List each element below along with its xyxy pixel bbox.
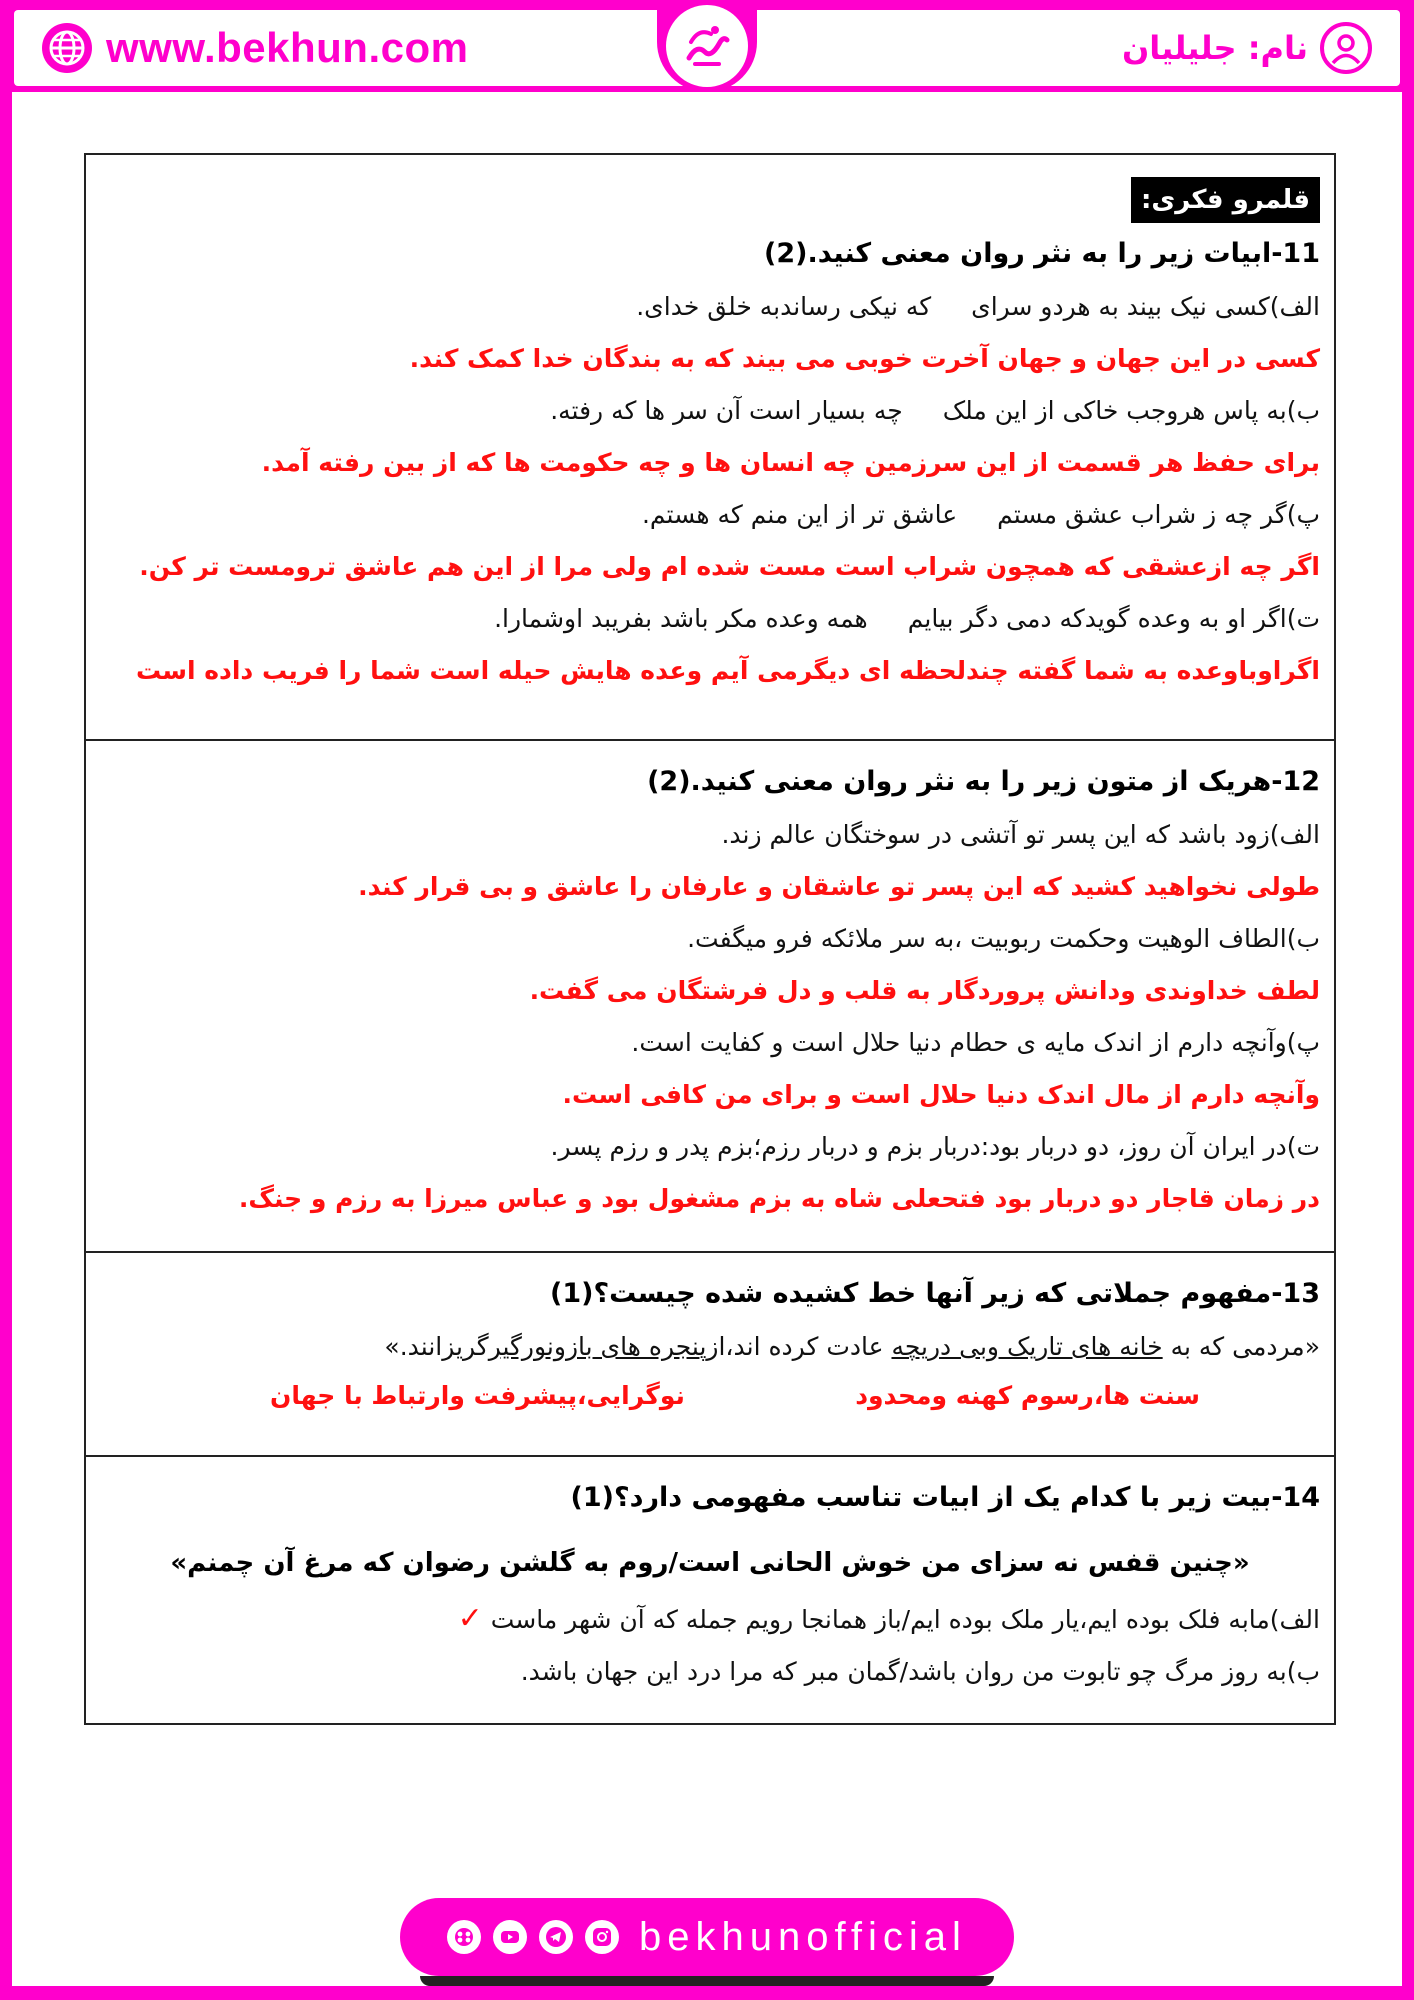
verse-part: ب)به پاس هروجب خاکی از این ملک <box>942 396 1320 425</box>
name-label: نام: جلیلیان <box>1121 29 1308 67</box>
bekhun-logo-icon <box>666 5 748 87</box>
verse-part: همه وعده مکر باشد بفریبد اوشمارا. <box>494 604 868 633</box>
sentence-line <box>100 1321 1320 1373</box>
option-a <box>100 1593 1320 1646</box>
answer-line: لطف خداوندی ودانش پروردگار به قلب و دل فرشتگان می گفت. <box>529 976 1320 1005</box>
student-name <box>1122 24 1372 72</box>
instagram-icon[interactable] <box>585 1920 619 1954</box>
verse-line <box>100 281 1320 333</box>
option-b: ب)به روز مرگ چو تابوت من روان باشد/گمان مبر که مرا درد این جهان باشد. <box>520 1657 1320 1686</box>
site-url: www.bekhun.com <box>106 24 469 71</box>
section-q11 <box>86 155 1334 741</box>
answer-line: طولی نخواهید کشید که این پسر تو عاشقان و عارفان را عاشق و بی قرار کند. <box>358 872 1320 901</box>
field-tag: قلمرو فکری: <box>1131 177 1320 223</box>
text-line: ت)در ایران آن روز، دو دربار بود:دربار بزم و دربار رزم؛بزم پدر و رزم پسر. <box>550 1132 1320 1161</box>
check-mark-icon: ✓ <box>457 1601 483 1636</box>
header-bar <box>0 0 1414 92</box>
telegram-icon[interactable] <box>539 1920 573 1954</box>
option-a-text: الف)مابه فلک بوده ایم،یار ملک بوده ایم/باز همانجا رویم جمله که آن شهر ماست <box>490 1605 1320 1634</box>
answer-line: در زمان قاجار دو دربار بود فتحعلی شاه به بزم مشغول بود و عباس میرزا به رزم و جنگ. <box>238 1184 1320 1213</box>
question-13: 13-مفهوم جملاتی که زیر آنها خط کشیده شده چیست؟(1) <box>550 1278 1320 1309</box>
verse-line <box>100 593 1320 645</box>
answer-line: کسی در این جهان و جهان آخرت خوبی می بیند که به بندگان خدا کمک کند. <box>409 344 1320 373</box>
text-line: ب)الطاف الوهیت وحکمت ربوبیت ،به سر ملائکه فرو میگفت. <box>687 924 1320 953</box>
verse-quote: «چنین قفس نه سزای من خوش الحانی است/روم به گلشن رضوان که مرغ آن چمنم» <box>170 1548 1250 1578</box>
answer-row <box>100 1373 1320 1419</box>
sentence-start: «مردمی که به <box>1162 1332 1320 1361</box>
sentence-end: گریزانند.» <box>384 1332 489 1361</box>
verse-part: ت)اگر او به وعده گویدکه دمی دگر بیایم <box>907 604 1320 633</box>
answer-line: برای حفظ هر قسمت از این سرزمین چه انسان ها و چه حکومت ها که از بین رفته آمد. <box>261 448 1320 477</box>
answer-line: اگر چه ازعشقی که همچون شراب است مست شده ام ولی مرا از این هم عاشق ترومست تر کن. <box>139 552 1320 581</box>
site-link[interactable] <box>42 24 468 72</box>
verse-part: پ)گر چه ز شراب عشق مستم <box>997 500 1320 529</box>
user-icon <box>1320 22 1372 74</box>
globe-icon <box>42 23 92 73</box>
question-11: 11-ابیات زیر را به نثر روان معنی کنید.(2) <box>763 238 1320 269</box>
answer-2: نوگرایی،پیشرفت وارتباط با جهان <box>270 1381 685 1410</box>
verse-part: الف)کسی نیک بیند به هردو سرای <box>971 292 1320 321</box>
text-line: الف)زود باشد که این پسر تو آتشی در سوختگان عالم زند. <box>721 820 1320 849</box>
section-q12 <box>86 741 1334 1253</box>
youtube-icon[interactable] <box>493 1920 527 1954</box>
answer-1: سنت ها،رسوم کهنه ومحدود <box>855 1381 1200 1410</box>
exam-content <box>84 153 1336 1725</box>
text-line: پ)وآنچه دارم از اندک مایه ی حطام دنیا حلال است و کفایت است. <box>631 1028 1320 1057</box>
section-q14 <box>86 1457 1334 1723</box>
verse-line <box>100 489 1320 541</box>
answer-line: اگراوباوعده به شما گفته چندلحظه ای دیگرمی آیم وعده هایش حیله است شما را فریب داده است <box>135 656 1320 685</box>
verse-part: که نیکی رساندبه خلق خدای. <box>636 292 932 321</box>
section-q13 <box>86 1253 1334 1457</box>
underlined-phrase: خانه های تاریک وبی دریچه <box>891 1332 1163 1361</box>
footer-handle: bekhunofficial <box>639 1914 967 1959</box>
footer-social-bar[interactable] <box>400 1898 1014 1976</box>
footer-shadow <box>420 1976 994 1986</box>
sentence-mid: عادت کرده اند،ازپ <box>699 1332 892 1361</box>
verse-part: چه بسیار است آن سر ها که رفته. <box>550 396 903 425</box>
verse-part: عاشق تر از این منم که هستم. <box>641 500 958 529</box>
question-12: 12-هریک از متون زیر را به نثر روان معنی کنید.(2) <box>647 766 1320 797</box>
question-14: 14-بیت زیر با کدام یک از ابیات تناسب مفهومی دارد؟(1) <box>570 1482 1320 1513</box>
answer-line: وآنچه دارم از مال اندک دنیا حلال است و برای من کافی است. <box>562 1080 1320 1109</box>
verse-line <box>100 385 1320 437</box>
aparat-icon[interactable] <box>447 1920 481 1954</box>
underlined-phrase: نجره های بازونورگیر <box>488 1332 700 1361</box>
